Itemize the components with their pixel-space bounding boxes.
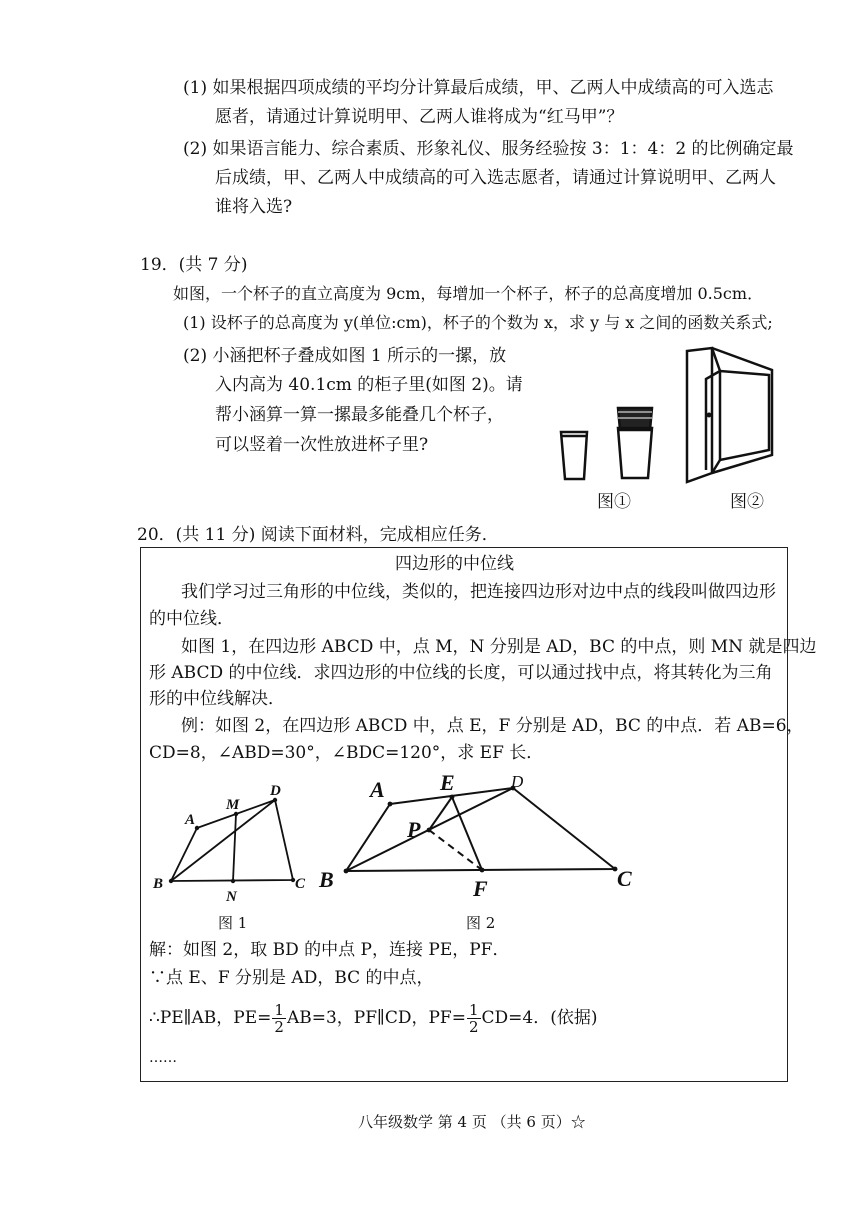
solution-line3-part-a: ∴PE∥AB，PE=: [149, 1008, 272, 1028]
box-para2-line1: 如图 1，在四边形 ABCD 中，点 M，N 分别是 AD，BC 的中点，则 MN 就是四边: [181, 637, 817, 657]
fig1-label-b: B: [153, 876, 164, 892]
cups-figure-caption: 图①: [597, 492, 631, 512]
box-para2-line3: 形的中位线解决．: [149, 689, 285, 709]
q19-intro: 如图，一个杯子的直立高度为 9cm，每增加一个杯子，杯子的总高度增加 0.5cm．: [173, 284, 764, 303]
q20-header: 20．(共 11 分) 阅读下面材料，完成相应任务．: [137, 525, 499, 545]
geometry-figure-2: [315, 770, 645, 905]
stacked-cups-icon: [618, 408, 652, 478]
fig2-label-d: D: [511, 772, 524, 791]
solution-line1: 解：如图 2，取 BD 的中点 P，连接 PE，PF．: [149, 940, 510, 960]
q18-part2-line3: 谁将入选?: [215, 197, 293, 217]
solution-ellipsis: ……: [149, 1050, 177, 1066]
fig1-label-c: C: [295, 876, 306, 892]
cups-figure: [555, 400, 670, 485]
fig2-label-p: P: [407, 817, 421, 842]
q19-part1: (1) 设杯子的总高度为 y(单位:cm)，杯子的个数为 x，求 y 与 x 之间的函数关系式;: [183, 313, 773, 332]
box-example-line1: 例：如图 2，在四边形 ABCD 中，点 E，F 分别是 AD，BC 的中点．若 AB=6，: [181, 716, 804, 736]
page-footer: 八年级数学 第 4 页 （共 6 页）☆: [358, 1113, 586, 1131]
fig1-label-d: D: [270, 783, 281, 799]
q18-part1-line2: 愿者，请通过计算说明甲、乙两人谁将成为“红马甲”？: [215, 107, 624, 127]
q18-part2-line1: (2) 如果语言能力、综合素质、形象礼仪、服务经验按 3：1：4：2 的比例确定最: [183, 139, 794, 159]
box-example-line2: CD=8，∠ABD=30°，∠BDC=120°，求 EF 长．: [149, 743, 544, 763]
geometry-figure-1: [145, 775, 320, 910]
fig1-label-m: M: [226, 797, 240, 813]
q19-part2-line2: 入内高为 40.1cm 的柜子里(如图 2)。请: [215, 375, 523, 395]
q19-part2-line1: (2) 小涵把杯子叠成如图 1 所示的一摞，放: [183, 346, 507, 366]
cabinet-figure: [684, 345, 784, 485]
segment-ef: [452, 797, 482, 870]
solution-line3: [149, 998, 597, 1038]
fraction-one-half-1: $\frac{1}{2}$: [274, 1001, 284, 1036]
quad-abcd-fig2: [346, 788, 615, 871]
solution-line2: ∵点 E、F 分别是 AD，BC 的中点，: [149, 968, 434, 988]
q18-part2-line2: 后成绩，甲、乙两人中成绩高的可入选志愿者，请通过计算说明甲、乙两人: [215, 168, 776, 188]
q18-part1-line1: (1) 如果根据四项成绩的平均分计算最后成绩，甲、乙两人中成绩高的可入选志: [183, 78, 774, 98]
box-para1-line1: 我们学习过三角形的中位线，类似的，把连接四边形对边中点的线段叫做四边形: [181, 582, 776, 602]
q19-part2-line4: 可以竖着一次性放进杯子里?: [215, 435, 429, 455]
fig2-label-b: B: [319, 867, 334, 892]
fig2-label-c: C: [617, 866, 632, 891]
midline-mn: [233, 814, 236, 881]
box-para2-line2: 形 ABCD 的中位线．求四边形的中位线的长度，可以通过找中点，将其转化为三角: [149, 663, 773, 683]
geometry-figure-2-caption: 图 2: [466, 914, 496, 932]
fig1-label-a: A: [185, 812, 196, 828]
fraction-one-half-2: $\frac{1}{2}$: [468, 1001, 479, 1036]
solution-line3-part-c: CD=4．(依据): [481, 1008, 598, 1028]
fig2-label-a: A: [370, 777, 385, 802]
fig2-label-f: F: [473, 876, 488, 901]
fig2-label-e: E: [440, 770, 455, 795]
fig1-label-n: N: [226, 889, 237, 905]
cabinet-figure-caption: 图②: [730, 492, 764, 512]
single-cup-icon: [561, 432, 587, 479]
q19-header: 19．(共 7 分): [140, 255, 248, 275]
q19-part2-line3: 帮小涵算一算一摞最多能叠几个杯子，: [215, 405, 504, 425]
box-para1-line2: 的中位线．: [149, 609, 234, 629]
cabinet-knob-icon: [707, 413, 712, 418]
solution-line3-part-b: AB=3，PF∥CD，PF=: [286, 1008, 466, 1028]
box-title: 四边形的中位线: [395, 554, 514, 574]
geometry-figure-1-caption: 图 1: [218, 914, 248, 932]
